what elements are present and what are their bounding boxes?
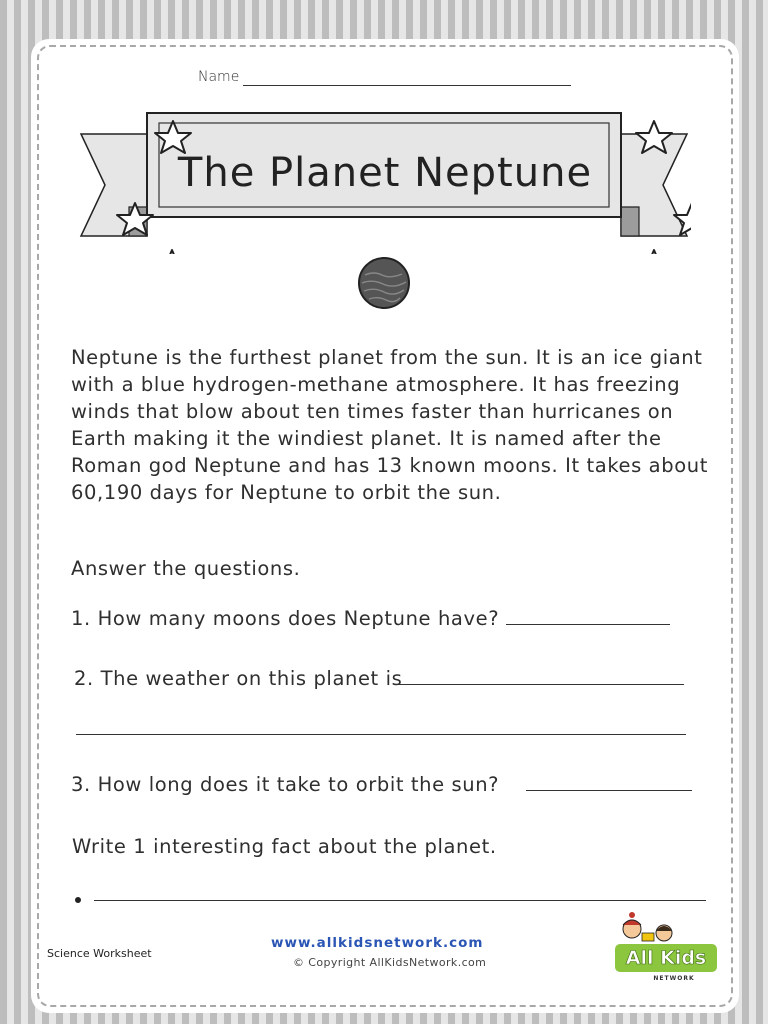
footer-url-link[interactable]: www.allkidsnetwork.com <box>271 935 484 951</box>
page-title: The Planet Neptune <box>177 150 593 196</box>
instruction-text: Answer the questions. <box>71 557 301 580</box>
question-3: 3. How long does it take to orbit the sun? <box>71 773 500 796</box>
question-1: 1. How many moons does Neptune have? <box>71 607 500 630</box>
footer-copyright: © Copyright AllKidsNetwork.com <box>293 956 487 969</box>
question-2: 2. The weather on this planet is <box>74 667 403 690</box>
name-label: Name <box>198 69 240 85</box>
bullet-icon <box>75 897 81 903</box>
all-kids-network-logo <box>606 909 726 985</box>
planet-description: Neptune is the furthest planet from the sun. It is an ice giant with a blue hydrogen-methane atmosphere. It has freezing winds that blow about ten times faster than hurricanes on Earth making it the windiest planet. It is named after the Roman god Neptune and has 13 known moons. It takes about 60,190 days for Neptune to orbit the sun. <box>71 346 708 504</box>
answer-line-1[interactable] <box>506 624 670 625</box>
worksheet-page <box>31 39 739 1013</box>
footer-category: Science Worksheet <box>47 947 152 960</box>
logo-subtext: NETWORK <box>653 975 695 982</box>
planet-neptune-icon <box>356 255 412 311</box>
answer-line-3[interactable] <box>526 790 692 791</box>
answer-line-2b[interactable] <box>76 734 686 735</box>
fact-prompt: Write 1 interesting fact about the planet. <box>72 835 497 858</box>
answer-line-2a[interactable] <box>398 684 684 685</box>
fact-answer-line[interactable] <box>94 900 706 901</box>
star-icon <box>154 250 190 254</box>
name-field-line[interactable] <box>243 85 571 86</box>
logo-text: All Kids <box>625 947 707 969</box>
star-icon <box>636 250 672 254</box>
